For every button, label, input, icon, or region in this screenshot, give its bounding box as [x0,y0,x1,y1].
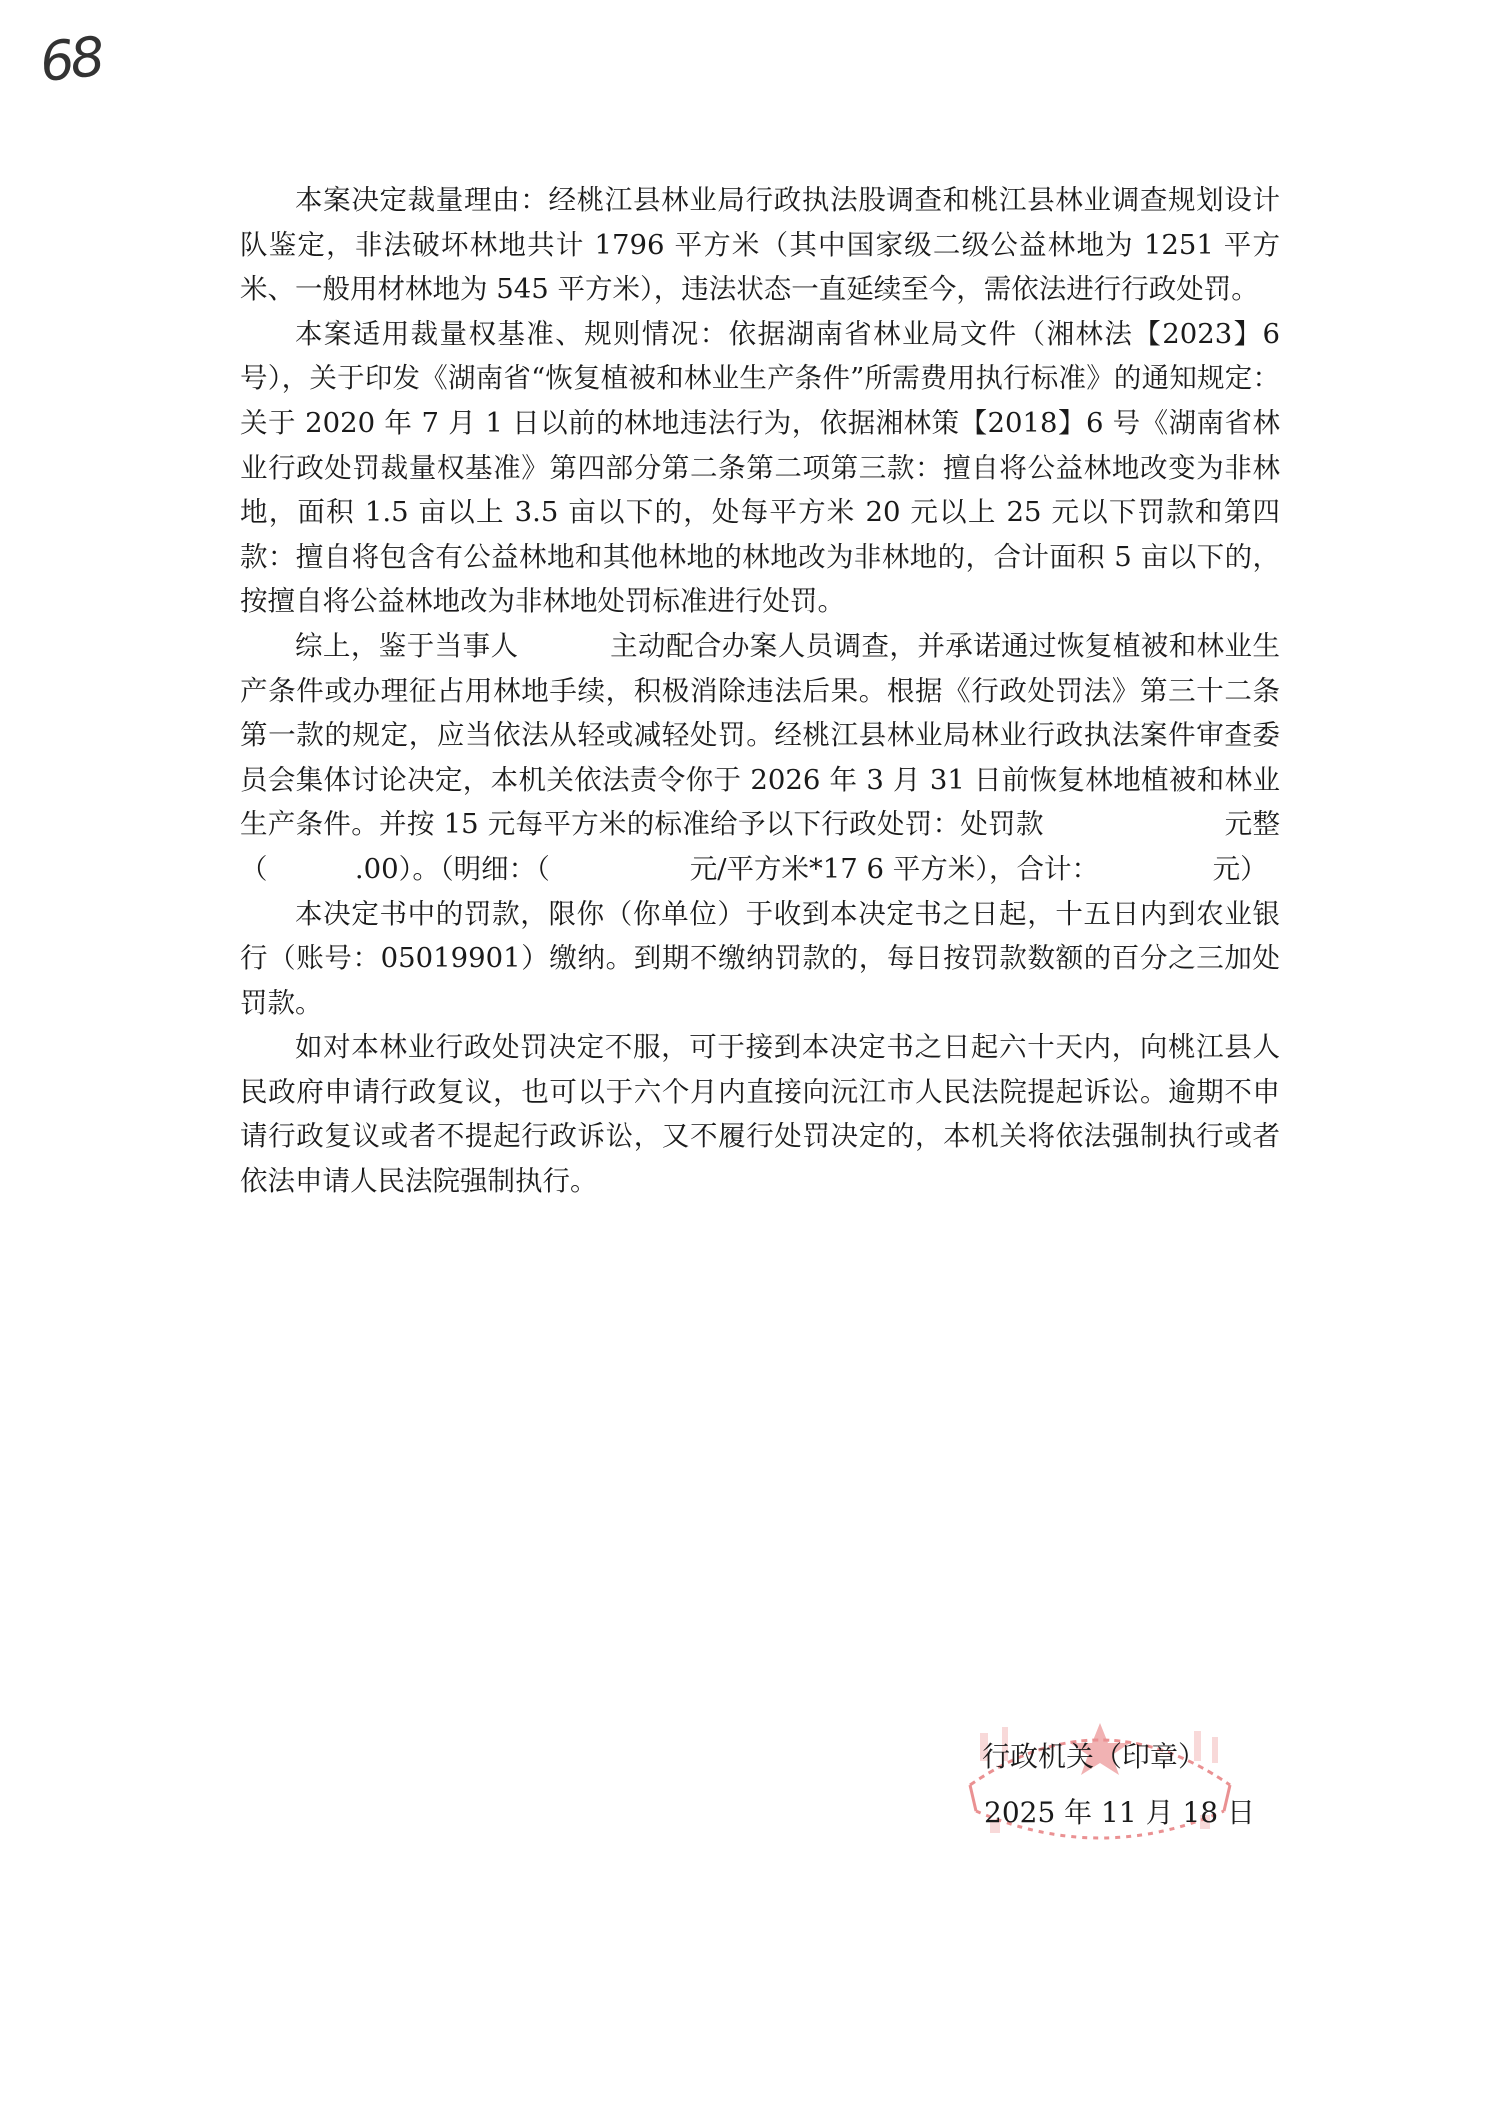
paragraph-appeal: 如对本林业行政处罚决定不服，可于接到本决定书之日起六十天内，向桃江县人民政府申请行政复议，也可以于六个月内直接向沅江市人民法院提起诉讼。逾期不申请行政复议或者不提起行政诉讼，又不履行处罚决定的，本机关将依法强制执行或者依法申请人民法院强制执行。 [240,1031,1280,1198]
decision-body [240,178,1289,1204]
paragraph-payment: 本决定书中的罚款，限你（你单位）于收到本决定书之日起，十五日内到农业银行（账号：05019901）缴纳。到期不缴纳罚款的，每日按罚款数额的百分之三加处罚款。 [240,897,1280,1019]
paragraph-decision: 综上，鉴于当事人 主动配合办案人员调查，并承诺通过恢复植被和林业生产条件或办理征占用林地手续，积极消除违法后果。根据《行政处罚法》第三十二条第一款的规定，应当依法从轻或减轻处罚。经桃江县林业局林业行政执法案件审查委员会集体讨论决定，本机关依法责令你于 2026 年 3 月 31 日前恢复林地植被和林业生产条件。并按 15 元每平方米的标准给予以下行政处罚：处罚款 元整（ .00）。（明细：（ 元/平方米*17 6 平方米），合计： 元） [240,629,1280,885]
page-number: 68 [36,24,104,95]
issuing-authority: 行政机关（印章） [982,1740,1207,1773]
signature-block [940,1715,1260,1865]
paragraph-applicable-standard: 本案适用裁量权基准、规则情况：依据湖南省林业局文件（湘林法【2023】6 号），关于印发《湖南省“恢复植被和林业生产条件”所需费用执行标准》的通知规定：关于 2020 年 7 月 1 日以前的林地违法行为，依据湘林策【2018】6 号《湖南省林业行政处罚裁量权基准》第四部分第二条第二项第三款：擅自将公益林地改变为非林地，面积 1.5 亩以上 3.5 亩以下的，处每平方米 20 元以上 25 元以下罚款和第四款：擅自将包含有公益林地和其他林地的林地改为非林地的，合计面积 5 亩以下的，按擅自将公益林地改为非林地处罚标准进行处罚。 [240,317,1289,618]
paragraph-discretion-reason: 本案决定裁量理由：经桃江县林业局行政执法股调查和桃江县林业调查规划设计队鉴定，非法破坏林地共计 1796 平方米（其中国家级二级公益林地为 1251 平方米、一般用材林地为 545 平方米），违法状态一直延续至今，需依法进行行政处罚。 [240,184,1280,306]
issue-date: 2025 年 11 月 18 日 [984,1796,1256,1829]
